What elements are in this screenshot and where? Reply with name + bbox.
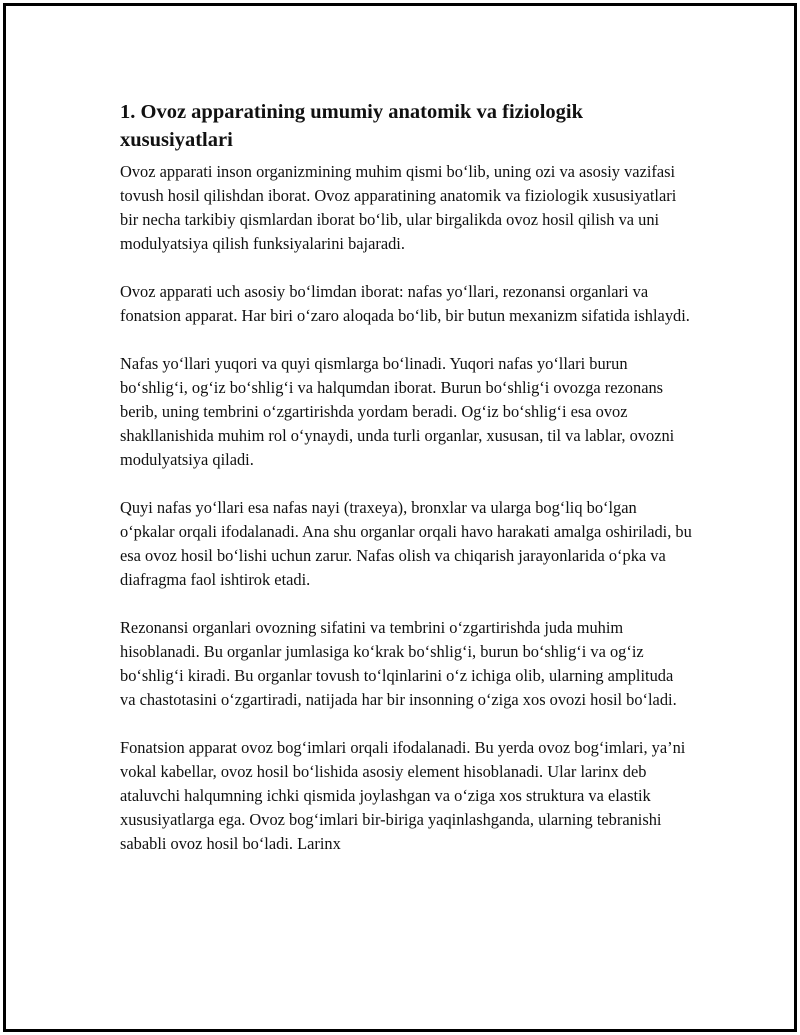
page-frame: [3, 3, 797, 1032]
paragraph: Nafas yo‘llari yuqori va quyi qismlarga bo‘linadi. Yuqori nafas yo‘llari burun bo‘shlig‘i, og‘iz bo‘shlig‘i va halqumdan iborat. Burun bo‘shlig‘i ovozga rezonans berib, uning tembrini o‘zgartirishda yordam beradi. Og‘iz bo‘shlig‘i esa ovoz shakllanishida muhim rol o‘ynaydi, unda turli organlar, xususan, til va lablar, ovozni modulyatsiya qiladi.: [120, 354, 675, 469]
paragraph: Fonatsion apparat ovoz bog‘imlari orqali ifodalanadi. Bu yerda ovoz bog‘imlari, ya’ni vokal kabellar, ovoz hosil bo‘lishida asosiy element hisoblanadi. Ular larinx deb ataluvchi halqumning ichki qismida joylashgan va o‘ziga xos struktura va elastik xususiyatlarga ega. Ovoz bog‘imlari bir-biriga yaqinlashganda, ularning tebranishi sababli ovoz hosil bo‘ladi. Larinx: [120, 738, 686, 853]
paragraph: Rezonansi organlari ovozning sifatini va tembrini o‘zgartirishda juda muhim hisoblanadi. Bu organlar jumlasiga ko‘krak bo‘shlig‘i, burun bo‘shlig‘i va og‘iz bo‘shlig‘i kiradi. Bu organlar tovush to‘lqinlarini o‘z ichiga olib, ularning amplituda va chastotasini o‘zgartiradi, natijada har bir insonning o‘ziga xos ovozi hosil bo‘ladi.: [120, 618, 677, 709]
paragraph: Quyi nafas yo‘llari esa nafas nayi (traxeya), bronxlar va ularga bog‘liq bo‘lgan o‘pkalar orqali ifodalanadi. Ana shu organlar orqali havo harakati amalga oshiriladi, bu esa ovoz hosil bo‘lishi uchun zarur. Nafas olish va chiqarish jarayonlarida o‘pka va diafragma faol ishtirok etadi.: [120, 498, 692, 589]
paragraph: Ovoz apparati uch asosiy bo‘limdan iborat: nafas yo‘llari, rezonansi organlari va fonatsion apparat. Har biri o‘zaro aloqada bo‘lib, bir butun mexanizm sifatida ishlaydi.: [120, 282, 690, 325]
document-body: [120, 98, 692, 856]
section-heading: 1. Ovoz apparatining umumiy anatomik va fiziologik xususiyatlari: [120, 101, 584, 151]
paragraph: Ovoz apparati inson organizmining muhim qismi bo‘lib, uning ozi va asosiy vazifasi tovush hosil qilishdan iborat. Ovoz apparatining anatomik va fiziologik xususiyatlari bir necha tarkibiy qismlardan iborat bo‘lib, ular birgalikda ovoz hosil qilish va uni modulyatsiya qilish funksiyalarini bajaradi.: [120, 162, 677, 253]
